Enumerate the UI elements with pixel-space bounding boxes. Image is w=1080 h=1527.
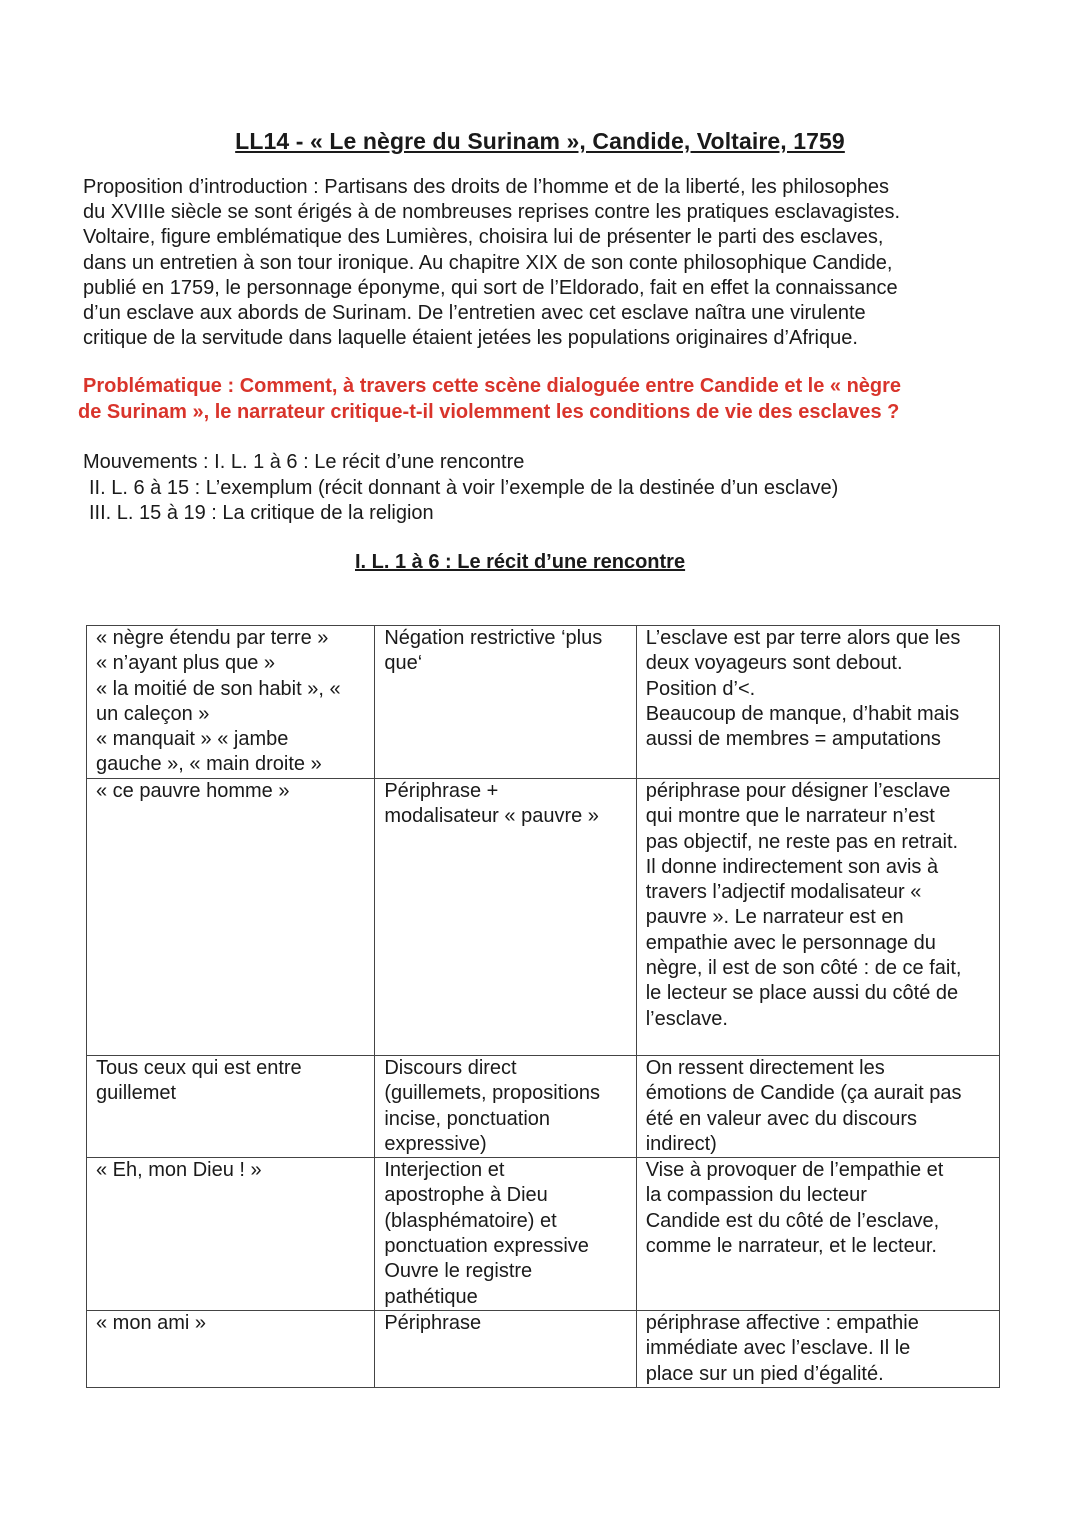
cell-line: aussi de membres = amputations — [645, 728, 941, 751]
cell-line: le lecteur se place aussi du côté de — [645, 982, 959, 1005]
cell-line: « nègre étendu par terre » — [96, 627, 329, 649]
analyse-cell — [636, 626, 999, 779]
cell-line: qui montre que le narrateur n’est — [645, 805, 935, 828]
cell-line: L’esclave est par terre alors que les — [645, 627, 961, 649]
cell-line: Périphrase + — [384, 780, 499, 802]
document-title: LL14 - « Le nègre du Surinam », Candide, Voltaire, 1759 — [235, 128, 845, 154]
problematique-line: de Surinam », le narrateur critique-t-il violemment les conditions de vie des esclaves ? — [78, 400, 900, 423]
cell-line: gauche », « main droite » — [96, 753, 322, 776]
intro-line: d’un esclave aux abords de Surinam. De l’entretien avec cet esclave naîtra une virulente — [83, 302, 866, 325]
table-row — [87, 1056, 1000, 1158]
cell-line: Il donne indirectement son avis à — [645, 855, 939, 878]
citation-cell — [87, 1310, 375, 1387]
cell-line: Vise à provoquer de l’empathie et — [645, 1159, 944, 1182]
cell-line: Ouvre le registre — [384, 1260, 533, 1283]
cell-line: indirect) — [645, 1132, 717, 1155]
cell-line: « n’ayant plus que » — [96, 652, 276, 675]
problematique — [78, 374, 998, 425]
cell-line: expressive) — [384, 1132, 487, 1155]
analyse-cell — [636, 1158, 999, 1311]
procede-cell — [375, 1158, 636, 1311]
cell-line: la compassion du lecteur — [645, 1184, 867, 1207]
cell-line: périphrase affective : empathie — [645, 1311, 919, 1334]
table-row — [87, 1158, 1000, 1311]
mouvements-list — [83, 450, 983, 527]
introduction-paragraph — [83, 175, 983, 351]
cell-line: émotions de Candide (ça aurait pas — [645, 1082, 962, 1105]
mouvement-item: III. L. 15 à 19 : La critique de la religion — [89, 502, 434, 524]
cell-line: périphrase pour désigner l’esclave — [645, 780, 951, 802]
intro-line: dans un entretien à son tour ironique. Au chapitre XIX de son conte philosophique Candide, — [83, 251, 893, 274]
cell-line: immédiate avec l’esclave. Il le — [645, 1337, 911, 1360]
analyse-cell — [636, 1310, 999, 1387]
cell-line: ponctuation expressive — [384, 1235, 589, 1258]
cell-line: pauvre ». Le narrateur est en — [645, 906, 904, 929]
section-title: I. L. 1 à 6 : Le récit d’une rencontre — [355, 551, 686, 573]
analyse-cell — [636, 1056, 999, 1158]
citation-cell — [87, 779, 375, 1056]
cell-line: comme le narrateur, et le lecteur. — [645, 1235, 937, 1258]
procede-cell — [375, 626, 636, 779]
cell-line: « manquait » « jambe — [96, 728, 289, 751]
problematique-line: Problématique : Comment, à travers cette scène dialoguée entre Candide et le « nègre — [83, 375, 902, 397]
citation-cell — [87, 1158, 375, 1311]
table-row — [87, 1310, 1000, 1387]
intro-line: critique de la servitude dans laquelle étaient jetées les populations originaires d’Afrique. — [83, 327, 858, 350]
cell-line: Tous ceux qui est entre — [96, 1057, 302, 1079]
cell-line: (blasphématoire) et — [384, 1209, 557, 1232]
citation-cell — [87, 1056, 375, 1158]
analyse-cell — [636, 779, 999, 1056]
cell-line: travers l’adjectif modalisateur « — [645, 881, 922, 904]
cell-line: guillemet — [96, 1082, 177, 1105]
cell-line: modalisateur « pauvre » — [384, 805, 599, 828]
procede-cell — [375, 1056, 636, 1158]
cell-line: deux voyageurs sont debout. — [645, 652, 903, 675]
cell-line: pathétique — [384, 1285, 478, 1308]
cell-line: « mon ami » — [96, 1311, 207, 1334]
mouvement-item: Mouvements : I. L. 1 à 6 : Le récit d’une rencontre — [83, 451, 525, 473]
intro-line: publié en 1759, le personnage éponyme, qui sort de l’Eldorado, fait en effet la connaissance — [83, 276, 898, 299]
cell-line: Périphrase — [384, 1311, 482, 1334]
cell-line: empathie avec le personnage du — [645, 931, 936, 954]
cell-line: incise, ponctuation — [384, 1107, 551, 1130]
cell-line: un caleçon » — [96, 702, 210, 725]
intro-line: du XVIIIe siècle se sont érigés à de nombreuses reprises contre les pratiques esclavagistes. — [83, 201, 901, 224]
intro-line: Voltaire, figure emblématique des Lumières, choisira lui de présenter le parti des esclaves, — [83, 226, 884, 249]
intro-line: Proposition d’introduction : Partisans des droits de l’homme et de la liberté, les philosophes — [83, 176, 889, 198]
procede-cell — [375, 779, 636, 1056]
cell-line: Discours direct — [384, 1057, 517, 1079]
cell-line: « ce pauvre homme » — [96, 780, 290, 802]
cell-line: « Eh, mon Dieu ! » — [96, 1159, 262, 1182]
cell-line: Position d’<. — [645, 677, 756, 700]
cell-line: (guillemets, propositions — [384, 1082, 600, 1105]
cell-line: été en valeur avec du discours — [645, 1107, 917, 1130]
analysis-table — [86, 625, 1000, 1388]
cell-line: pas objectif, ne reste pas en retrait. — [645, 830, 959, 853]
cell-line: « la moitié de son habit », « — [96, 677, 341, 700]
cell-line: l’esclave. — [645, 1007, 728, 1030]
cell-line: Interjection et — [384, 1159, 505, 1182]
cell-line: que‘ — [384, 652, 423, 675]
cell-line: Beaucoup de manque, d’habit mais — [645, 702, 960, 725]
cell-line: nègre, il est de son côté : de ce fait, — [645, 957, 962, 980]
cell-line: On ressent directement les — [645, 1057, 885, 1079]
table-row — [87, 626, 1000, 779]
cell-line: Candide est du côté de l’esclave, — [645, 1209, 940, 1232]
cell-line: apostrophe à Dieu — [384, 1184, 548, 1207]
table-row — [87, 779, 1000, 1056]
citation-cell — [87, 626, 375, 779]
cell-line: Négation restrictive ‘plus — [384, 627, 603, 649]
procede-cell — [375, 1310, 636, 1387]
mouvement-item: II. L. 6 à 15 : L’exemplum (récit donnant à voir l’exemple de la destinée d’un esclave) — [89, 476, 839, 499]
cell-line: place sur un pied d’égalité. — [645, 1362, 884, 1385]
